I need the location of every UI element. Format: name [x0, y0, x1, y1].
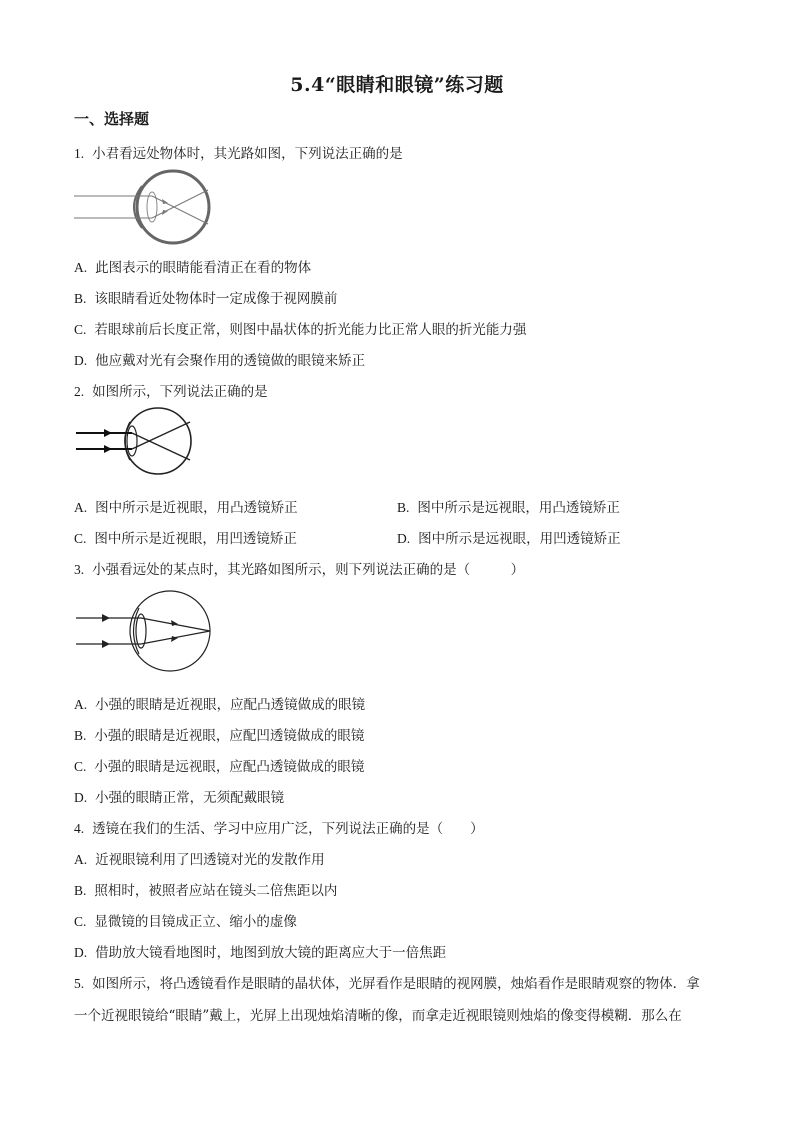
option-text: 近视眼镜利用了凹透镜对光的发散作用 — [95, 852, 325, 868]
option-text: 图中所示是近视眼，用凸透镜矫正 — [95, 500, 298, 516]
question-3-text: 小强看远处的某点时，其光路如图所示，则下列说法正确的是（ ） — [92, 562, 525, 578]
q3-option-a — [74, 693, 365, 713]
eye-diagram-1 — [72, 168, 212, 246]
question-4-number: 4. — [74, 821, 85, 836]
refracted-ray-top — [152, 196, 208, 224]
arrow-icon — [102, 640, 110, 648]
option-text: 小强的眼睛是近视眼，应配凸透镜做成的眼镜 — [95, 697, 366, 713]
arrow-icon — [104, 445, 112, 453]
q4-option-b — [74, 879, 337, 899]
option-key: A. — [74, 260, 88, 275]
option-key: D. — [74, 353, 88, 368]
option-text: 他应戴对光有会聚作用的透镜做的眼镜来矫正 — [95, 353, 366, 369]
option-text: 借助放大镜看地图时，地图到放大镜的距离应大于一倍焦距 — [95, 945, 447, 961]
question-3-stem — [74, 558, 524, 578]
option-text: 图中所示是远视眼，用凸透镜矫正 — [417, 500, 620, 516]
q1-option-b — [74, 287, 337, 307]
option-key: B. — [397, 500, 410, 515]
refracted-ray-bottom — [152, 190, 208, 218]
option-key: B. — [74, 728, 87, 743]
option-key: C. — [74, 322, 87, 337]
option-key: D. — [74, 790, 88, 805]
q4-option-d — [74, 941, 446, 961]
question-5-stem-line-2 — [74, 1004, 682, 1024]
question-1-number: 1. — [74, 146, 85, 161]
eye-diagram-3 — [74, 588, 214, 674]
question-1-text: 小君看远处物体时，其光路如图，下列说法正确的是 — [92, 146, 403, 162]
q3-option-d — [74, 786, 284, 806]
q1-option-a — [74, 256, 311, 276]
q3-option-b — [74, 724, 364, 744]
question-5-text-line-2: 一个近视眼镜给“眼睛”戴上，光屏上出现烛焰清晰的像，而拿走近视眼镜则烛焰的像变得模糊．那么在 — [74, 1008, 682, 1024]
option-key: A. — [74, 500, 88, 515]
arrow-icon — [102, 614, 110, 622]
arrow-icon — [104, 429, 112, 437]
q1-option-d — [74, 349, 365, 369]
lens — [127, 426, 137, 456]
refracted-ray-top — [132, 433, 190, 460]
option-text: 显微镜的目镜成正立、缩小的虚像 — [94, 914, 297, 930]
option-text: 照相时，被照者应站在镜头二倍焦距以内 — [94, 883, 338, 899]
option-key: C. — [74, 914, 87, 929]
refracted-ray-bottom — [132, 422, 190, 449]
option-text: 图中所示是近视眼，用凹透镜矫正 — [94, 531, 297, 547]
question-2-text: 如图所示，下列说法正确的是 — [92, 384, 268, 400]
page-title: 5.4“眼睛和眼镜”练习题 — [290, 74, 504, 96]
option-text: 若眼球前后长度正常，则图中晶状体的折光能力比正常人眼的折光能力强 — [94, 322, 527, 338]
option-key: C. — [74, 759, 87, 774]
q2-option-b — [397, 496, 620, 516]
option-key: A. — [74, 697, 88, 712]
q2-option-d — [397, 527, 621, 547]
option-key: A. — [74, 852, 88, 867]
eye-diagram-2 — [74, 406, 200, 476]
option-key: C. — [74, 531, 87, 546]
option-text: 图中所示是远视眼，用凹透镜矫正 — [418, 531, 621, 547]
question-2-stem — [74, 380, 268, 400]
q1-option-c — [74, 318, 526, 338]
option-text: 小强的眼睛正常，无须配戴眼镜 — [95, 790, 285, 806]
q2-option-a — [74, 496, 298, 516]
option-key: B. — [74, 883, 87, 898]
q4-option-c — [74, 910, 297, 930]
q3-option-c — [74, 755, 364, 775]
option-text: 小强的眼睛是远视眼，应配凸透镜做成的眼镜 — [94, 759, 365, 775]
q4-option-a — [74, 848, 325, 868]
question-4-stem — [74, 817, 484, 837]
option-text: 此图表示的眼睛能看清正在看的物体 — [95, 260, 312, 276]
option-text: 该眼睛看近处物体时一定成像于视网膜前 — [94, 291, 338, 307]
section-heading: 一、选择题 — [74, 110, 150, 128]
option-text: 小强的眼睛是近视眼，应配凹透镜做成的眼镜 — [94, 728, 365, 744]
question-5-number: 5. — [74, 976, 85, 991]
question-2-number: 2. — [74, 384, 85, 399]
question-3-number: 3. — [74, 562, 85, 577]
option-key: D. — [397, 531, 411, 546]
option-key: B. — [74, 291, 87, 306]
question-5-stem-line-1 — [74, 972, 700, 992]
question-1-stem — [74, 142, 403, 162]
q2-option-c — [74, 527, 297, 547]
option-key: D. — [74, 945, 88, 960]
question-5-text-line-1: 如图所示，将凸透镜看作是眼睛的晶状体，光屏看作是眼睛的视网膜，烛焰看作是眼睛观察的物体．拿 — [92, 976, 700, 992]
question-4-text: 透镜在我们的生活、学习中应用广泛，下列说法正确的是（ ） — [92, 821, 484, 837]
